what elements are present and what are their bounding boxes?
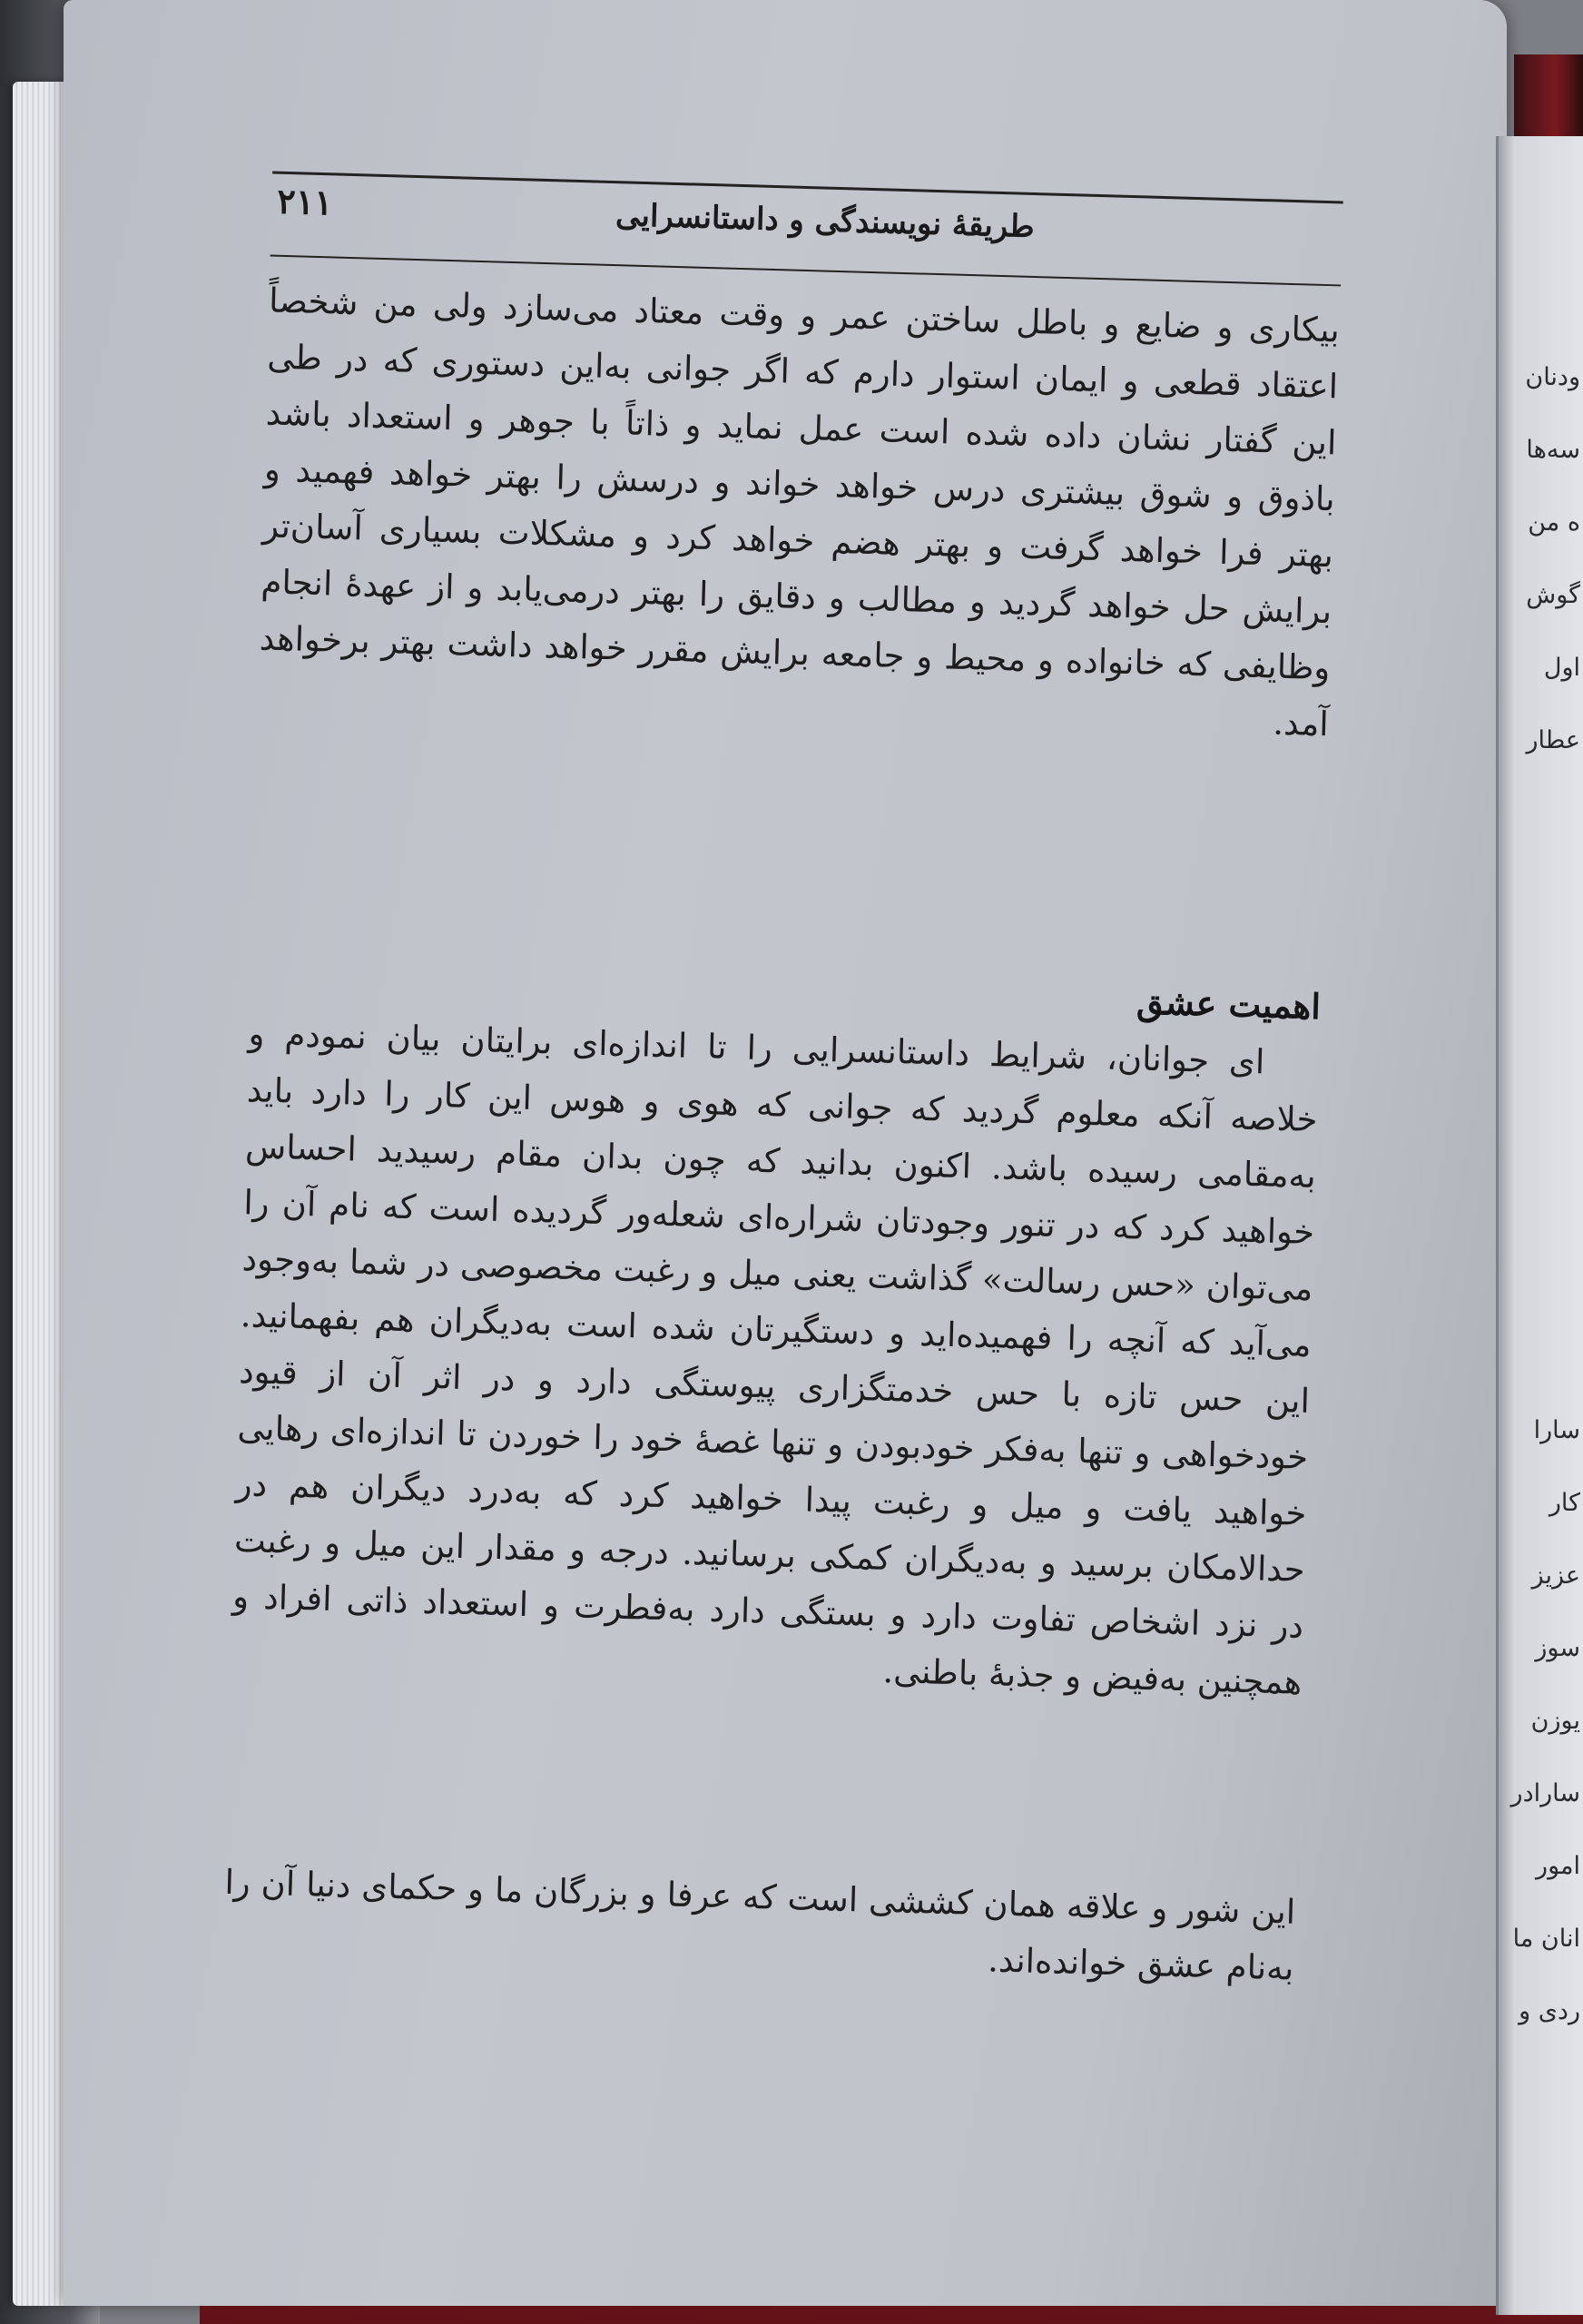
book-page-edges [13, 82, 69, 2306]
page-number: ۲۱۱ [276, 180, 334, 223]
page-content [220, 172, 1343, 2089]
adjacent-page-fragment: عطار [1526, 726, 1580, 754]
paragraph-1: بیکاری و ضایع و باطل ساختن عمر و وقت معتاد می‌سازد ولی من شخصاً اعتقاد قطعی و ایمان استوار دارم که اگر جوانی به‌این دستوری که در طی این گفتار نشان داده شده است عمل نماید و ذاتاً با جوهر و استعداد باشد باذوق و شوق بیشتری درس خواهد خواند و درسش را بهتر خواهد فهمید و بهتر فرا خواهد گرفت و بهتر هضم خواهد کرد و مشکلات بسیاری آسان‌تر برایش حل خواهد گردید و مطالب و دقایق را بهتر درمی‌یابد و از عهدهٔ انجام وظایفی که خانواده و محیط و جامعه برایش مقرر خواهد داشت بهتر برخواهد آمد. [259, 281, 1341, 744]
adjacent-page-fragment: سه‌ها [1526, 436, 1580, 464]
section-heading: اهمیت عشق [1136, 980, 1322, 1028]
adjacent-page-fragment: سوز [1535, 1634, 1580, 1662]
adjacent-page-fragment: سارا [1533, 1416, 1580, 1444]
adjacent-page-fragment: سارادر [1510, 1779, 1580, 1807]
adjacent-page-fragment: ردی و [1519, 1997, 1580, 2025]
adjacent-page-fragment: یوزن [1530, 1707, 1580, 1735]
adjacent-page [1496, 136, 1583, 2315]
adjacent-page-fragment: ه من [1528, 508, 1580, 537]
running-title: طریقهٔ نویسندگی و داستانسرایی [615, 197, 1036, 245]
adjacent-page-fragment: کار [1549, 1489, 1580, 1517]
adjacent-page-fragment: عزیز [1531, 1561, 1580, 1590]
paragraph-2: ای جوانان، شرایط داستانسرایی را تا اندازه‌ای برایتان بیان نمودم و خلاصه آنکه معلوم گردید که جوانی که هوی و هوس این کار را دارد باید به‌مقامی رسیده باشد. اکنون بدانید که چون بدان مقام رسیدید احساس خواهید کرد که در تنور وجودتان شراره‌ای شعله‌ور گردیده است که نام آن را می‌توان «حس رسالت» گذاشت یعنی میل و رغبت مخصوصی در شما به‌وجود می‌آید که آنچه را فهمیده‌اید و دستگیرتان شده است به‌دیگران هم بفهمانید. این حس تازه با حس خدمتگزاری پیوستگی دارد و در اثر آن از قیود خودخواهی و تنها به‌فکر خودبودن و تنها غصهٔ خود را خوردن تا اندازه‌ای رهایی خواهید یافت و میل و رغبت پیدا خواهید کرد که به‌درد دیگران هم در حدالامکان برسید و به‌دیگران کمکی برسانید. درجه و مقدار این میل و رغبت در نزد اشخاص تفاوت دارد و بستگی دارد به‌فطرت و استعداد ذاتی افراد و همچنین به‌فیض و جذبهٔ باطنی. [231, 1014, 1319, 1702]
adjacent-page-fragment: اول [1543, 654, 1580, 682]
adjacent-page-fragment: انان ما [1512, 1925, 1580, 1953]
adjacent-page-fragment: گوش [1526, 581, 1580, 609]
adjacent-page-fragment: امور [1536, 1852, 1580, 1880]
adjacent-page-fragment: ودنان [1525, 363, 1580, 391]
paragraph-3: این شور و علاقه همان کششی است که عرفا و بزرگان ما و حکمای دنیا آن را به‌نام عشق خوانده‌اند. [223, 1862, 1296, 1988]
